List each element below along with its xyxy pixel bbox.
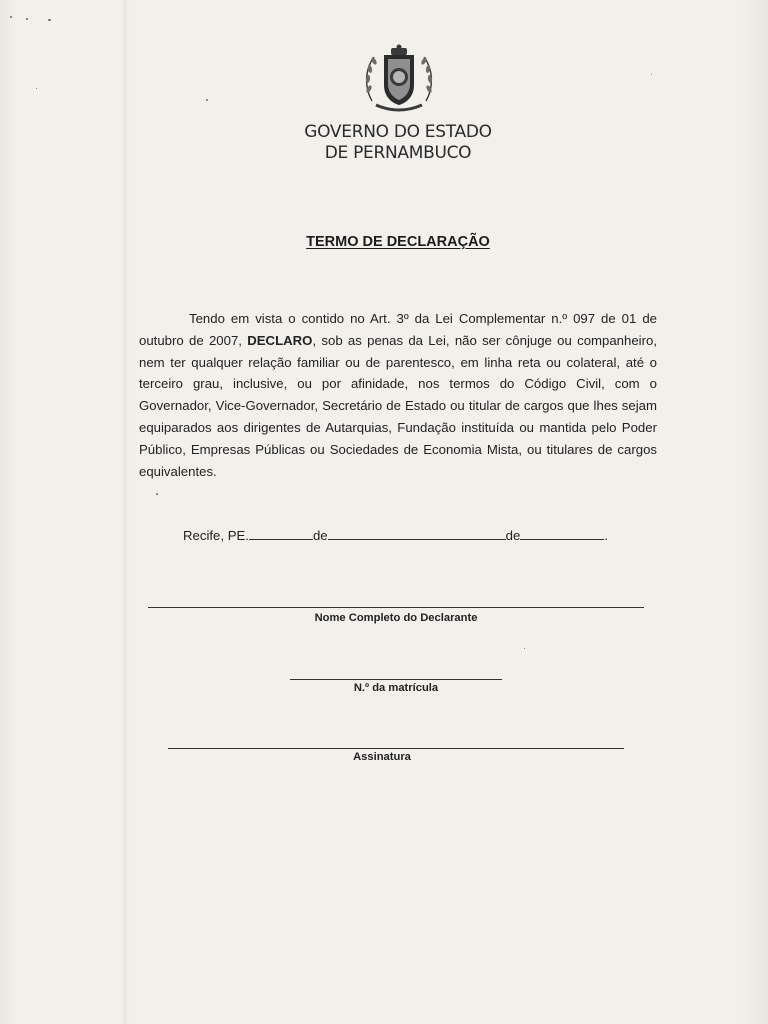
date-line xyxy=(183,527,608,543)
date-end: . xyxy=(604,528,608,543)
year-blank-field[interactable] xyxy=(520,527,604,540)
registration-number-line[interactable] xyxy=(290,679,502,680)
day-blank-field[interactable] xyxy=(249,527,313,540)
registration-number-label: N.º da matrícula xyxy=(353,682,439,694)
signature-line[interactable] xyxy=(168,748,624,749)
paragraph-bold-declaro: DECLARO xyxy=(247,332,313,348)
declaration-paragraph xyxy=(139,308,657,482)
scan-speck xyxy=(26,18,28,20)
scan-speck xyxy=(36,88,37,89)
scan-speck xyxy=(10,16,12,18)
scan-speck xyxy=(651,74,652,75)
paragraph-text-part1: Tendo em vista o contido no Art. 3º da Lei Complementar n.º 097 de 01 de outubro de 2007, xyxy=(139,311,657,348)
paragraph-text-part2: , sob as penas da Lei, não ser cônjuge ou companheiro, nem ter qualquer relação familiar ou de parentesco, em linha reta ou colateral, até o terceiro grau, inclusive, ou por afinidade, nos termos do Código Civil, com o Governador, Vice-Governador, Secretário de Estado ou titular de cargos que lhes sejam equiparados aos dirigentes de Autarquias, Fundação instituída ou mantida pelo Poder Público, Empresas Públicas ou Sociedades de Economia Mista, ou titulares de cargos equivalentes. xyxy=(139,332,658,479)
date-de-2: de xyxy=(505,528,521,543)
scan-speck xyxy=(206,99,208,101)
month-blank-field[interactable] xyxy=(328,527,506,540)
scan-speck xyxy=(48,19,51,21)
date-city: Recife, PE. xyxy=(183,528,249,543)
full-name-line[interactable] xyxy=(148,607,644,608)
state-coat-of-arms-icon xyxy=(362,43,436,117)
scan-speck xyxy=(156,493,158,495)
document-title: TERMO DE DECLARAÇÃO xyxy=(306,234,490,250)
scan-speck xyxy=(524,648,525,649)
government-name-line2: DE PERNAMBUCO xyxy=(324,143,472,163)
signature-label: Assinatura xyxy=(353,751,411,763)
government-name-line1: GOVERNO DO ESTADO xyxy=(304,122,492,142)
full-name-label: Nome Completo do Declarante xyxy=(314,612,478,624)
date-de-1: de xyxy=(312,528,328,543)
